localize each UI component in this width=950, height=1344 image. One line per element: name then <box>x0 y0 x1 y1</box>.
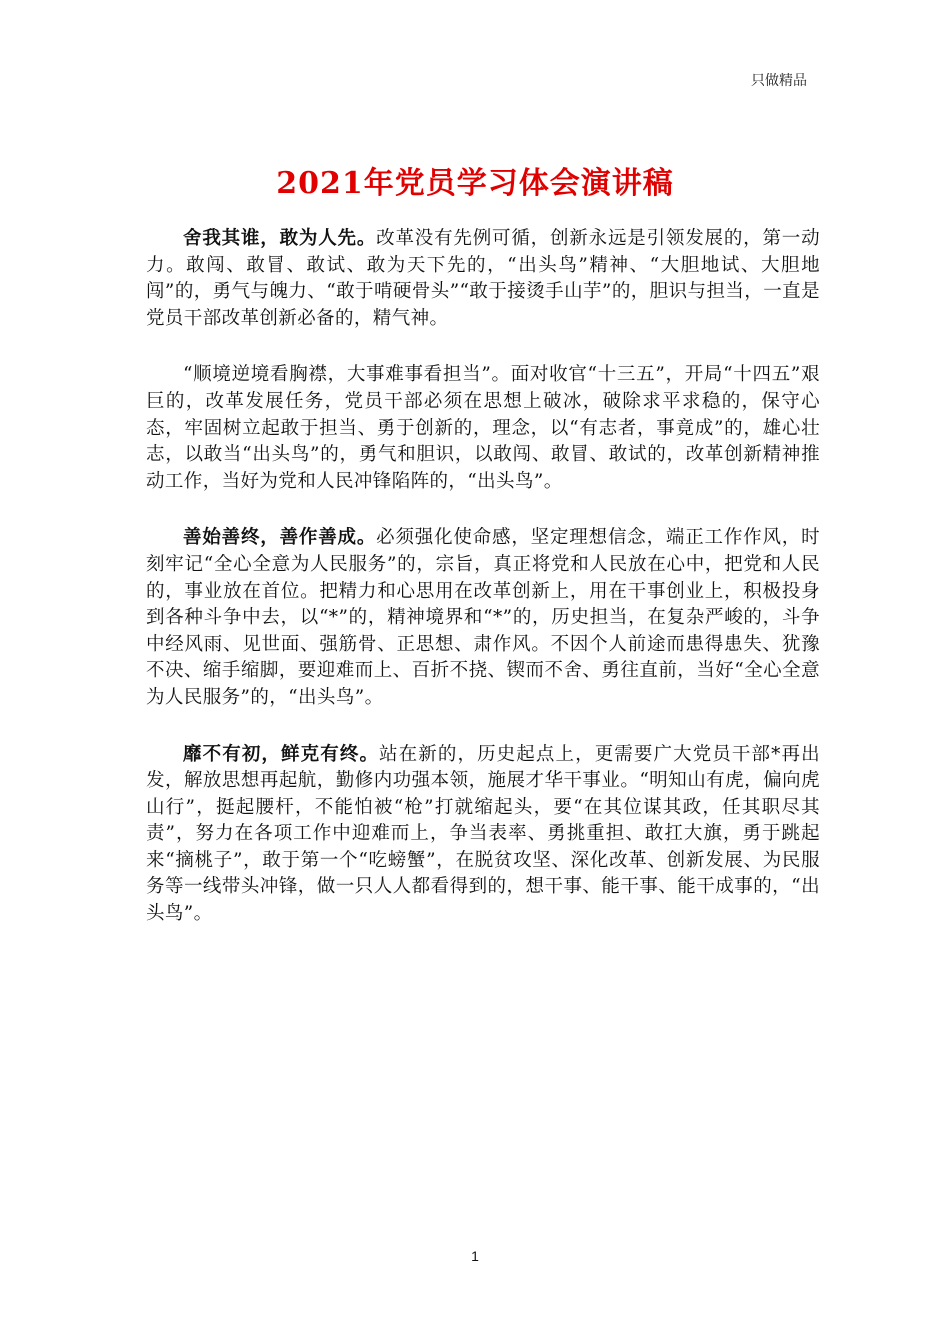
header-note: 只做精品 <box>751 73 807 89</box>
paragraph-text: 改革没有先例可循，创新永远是引领发展的，第一动力。敢闯、敢冒、敢试、敢为天下先的，“出头鸟”精神、“大胆地试、大胆地闯”的，勇气与魄力、“敢于啃硬骨头”“敢于接烫手山芋”的，胆识与担当，一直是党员干部改革创新必备的，精气神。 <box>146 228 820 329</box>
paragraph-text: “顺境逆境看胸襟，大事难事看担当”。面对收官“十三五”，开局“十四五”艰巨的，改革发展任务，党员干部必须在思想上破冰，破除求平求稳的，保守心态，牢固树立起敢于担当、勇于创新的，理念，以“有志者，事竟成”的，雄心壮志，以敢当“出头鸟”的，勇气和胆识，以敢闯、敢冒、敢试的，改革创新精神推动工作，当好为党和人民冲锋陷阵的，“出头鸟”。 <box>146 364 820 492</box>
paragraph-text: 站在新的，历史起点上，更需要广大党员干部*再出发，解放思想再起航，勤修内功强本领，施展才华干事业。“明知山有虎，偏向虎山行”，挺起腰杆，不能怕被“枪”打就缩起头，要“在其位谋其政，任其职尽其责”，努力在各项工作中迎难而上，争当表率、勇挑重担、敢扛大旗，勇于跳起来“摘桃子”，敢于第一个“吃螃蟹”，在脱贫攻坚、深化改革、创新发展、为民服务等一线带头冲锋，做一只人人都看得到的，想干事、能干事、能干成事的，“出头鸟”。 <box>146 743 820 925</box>
paragraph <box>146 742 820 928</box>
paragraph-lead: 善始善终，善作善成。 <box>183 527 377 549</box>
paragraph <box>146 362 820 495</box>
paragraph <box>146 226 820 332</box>
paragraph-lead: 靡不有初，鲜克有终。 <box>183 743 380 765</box>
document-title: 2021年党员学习体会演讲稿 <box>276 166 674 201</box>
page-number: 1 <box>471 1248 479 1264</box>
paragraph <box>146 525 820 711</box>
document-body <box>146 226 820 958</box>
paragraph-text: 必须强化使命感，坚定理想信念，端正工作作风，时刻牢记“全心全意为人民服务”的，宗旨，真正将党和人民放在心中，把党和人民的，事业放在首位。把精力和心思用在改革创新上，用在干事创业上，积极投身到各种斗争中去，以“*”的，精神境界和“*”的，历史担当，在复杂严峻的，斗争中经风雨、见世面、强筋骨、正思想、肃作风。不因个人前途而患得患失、犹豫不决、缩手缩脚，要迎难而上、百折不挠、锲而不舍、勇往直前，当好“全心全意为人民服务”的，“出头鸟”。 <box>146 527 820 708</box>
paragraph-lead: 舍我其谁，敢为人先。 <box>183 228 377 249</box>
